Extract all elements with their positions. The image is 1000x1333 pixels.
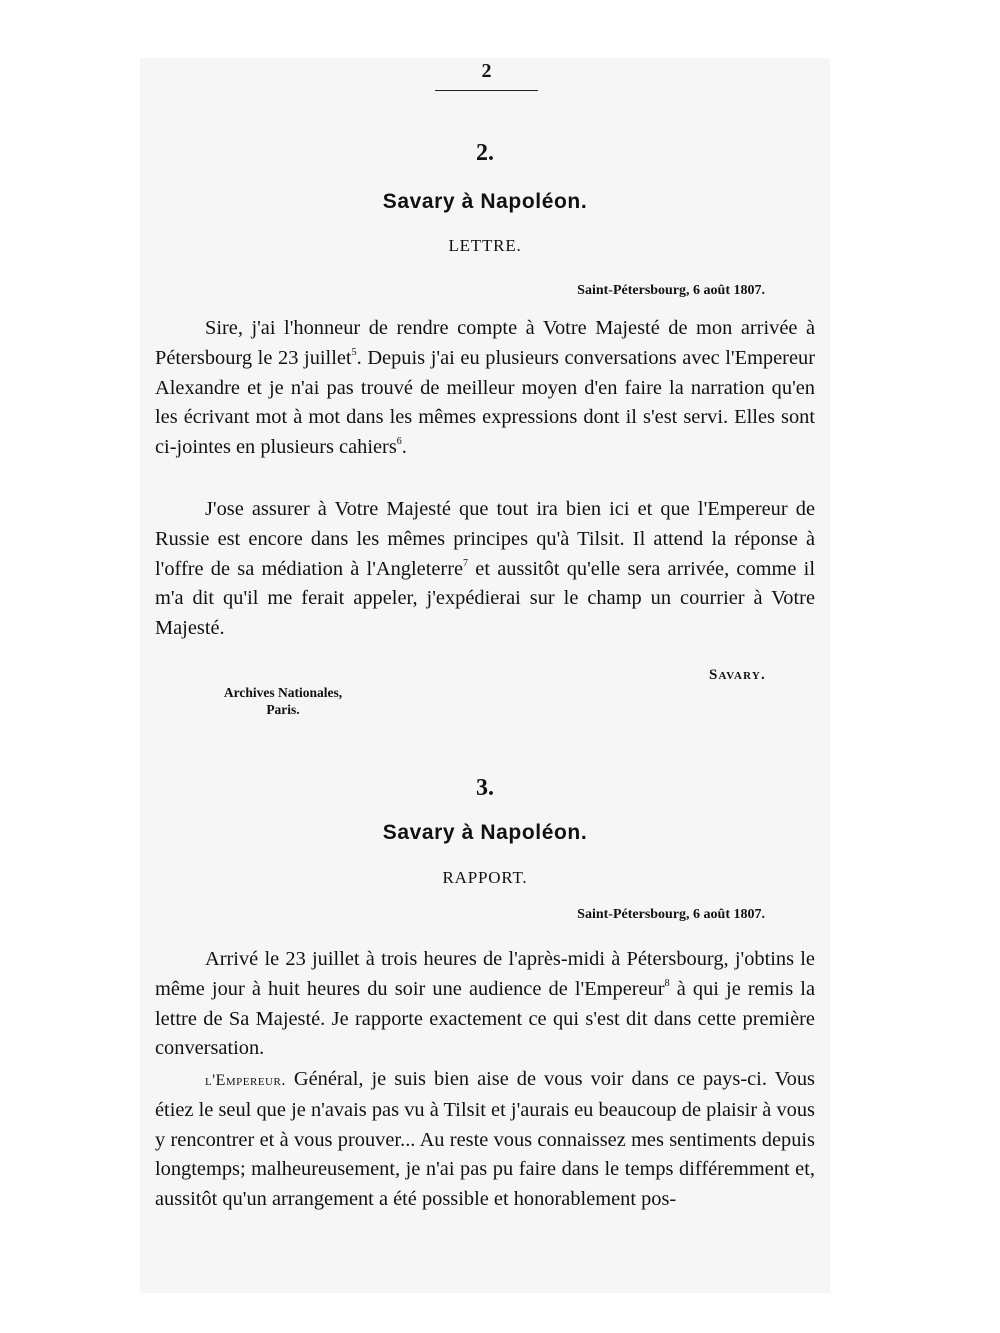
footnote-marker-5: 5 <box>351 346 357 358</box>
document-2-paragraph-1 <box>155 314 815 463</box>
document-2-dateline: Saint-Pétersbourg, 6 août 1807. <box>577 283 765 298</box>
page-number: 2 <box>481 60 492 82</box>
footnote-marker-7: 7 <box>463 557 469 569</box>
footnote-marker-8: 8 <box>664 977 670 989</box>
document-2-signature: Savary. <box>709 667 766 683</box>
speaker-label: l'Empereur. <box>205 1072 286 1089</box>
document-3-title: Savary à Napoléon. <box>382 821 588 844</box>
document-2-paragraph-1-text-a: Sire, j'ai l'honneur de rendre compte à Votre Majesté de mon arrivée à Pétersbourg le 23 juillet <box>155 317 815 369</box>
document-3-paragraph-2-text: Général, je suis bien aise de vous voir dans ce pays-ci. Vous étiez le seul que je n'avais pas vu à Tilsit et j'aurais eu beaucoup de plaisir à vous y rencontrer et à vous prouver... Au reste vous connaissez mes sentiments depuis longtemps; malheureusement, je n'ai pas pu faire dans le temps différemment et, aussitôt qu'un arrangement a été possible et honorablement pos- <box>155 1068 815 1211</box>
document-3-number: 3. <box>476 775 494 801</box>
document-2-paragraph-2-text-b: et aussitôt qu'elle sera arrivée, comme il m'a dit qu'il me ferait appeler, j'expédierai sur le champ un courrier à Votre Majesté. <box>155 557 815 640</box>
archive-source-line-2: Paris. <box>266 702 300 717</box>
document-2-paragraph-2-text-a: J'ose assurer à Votre Majesté que tout ira bien ici et que l'Empereur de Russie est encore dans les mêmes principes qu'à Tilsit. Il attend la réponse à l'offre de sa médiation à l'Angleterre <box>155 498 815 580</box>
document-3-dateline: Saint-Pétersbourg, 6 août 1807. <box>577 907 765 922</box>
archive-source-line-1: Archives Nationales, <box>223 685 343 700</box>
footnote-marker-6: 6 <box>396 436 402 448</box>
document-2-archive-source <box>208 684 358 718</box>
document-2-type: LETTRE. <box>448 236 522 255</box>
header-rule <box>435 90 538 91</box>
document-3-paragraph-2 <box>155 1065 815 1215</box>
document-2-paragraph-2 <box>155 495 815 644</box>
document-2-paragraph-1-text-c: . <box>401 436 407 459</box>
document-3-type: RAPPORT. <box>442 868 528 887</box>
document-2-paragraph-1-text-b: . Depuis j'ai eu plusieurs conversations avec l'Empereur Alexandre et je n'ai pas trouvé de meilleur moyen d'en faire la narration qu'en les écrivant mot à mot dans les mêmes expressions dont il s'est servi. Elles sont ci-jointes en plusieurs cahiers <box>155 346 815 459</box>
document-2-number: 2. <box>476 140 494 166</box>
document-3-paragraph-1-text-a: Arrivé le 23 juillet à trois heures de l'après-midi à Pétersbourg, j'obtins le même jour à huit heures du soir une audience de l'Empereur <box>155 948 815 1000</box>
document-2-title: Savary à Napoléon. <box>382 190 588 213</box>
document-3-paragraph-1-text-b: à qui je remis la lettre de Sa Majesté. Je rapporte exactement ce qui s'est dit dans cette première conversation. <box>155 977 815 1060</box>
document-3-paragraph-1 <box>155 945 815 1064</box>
